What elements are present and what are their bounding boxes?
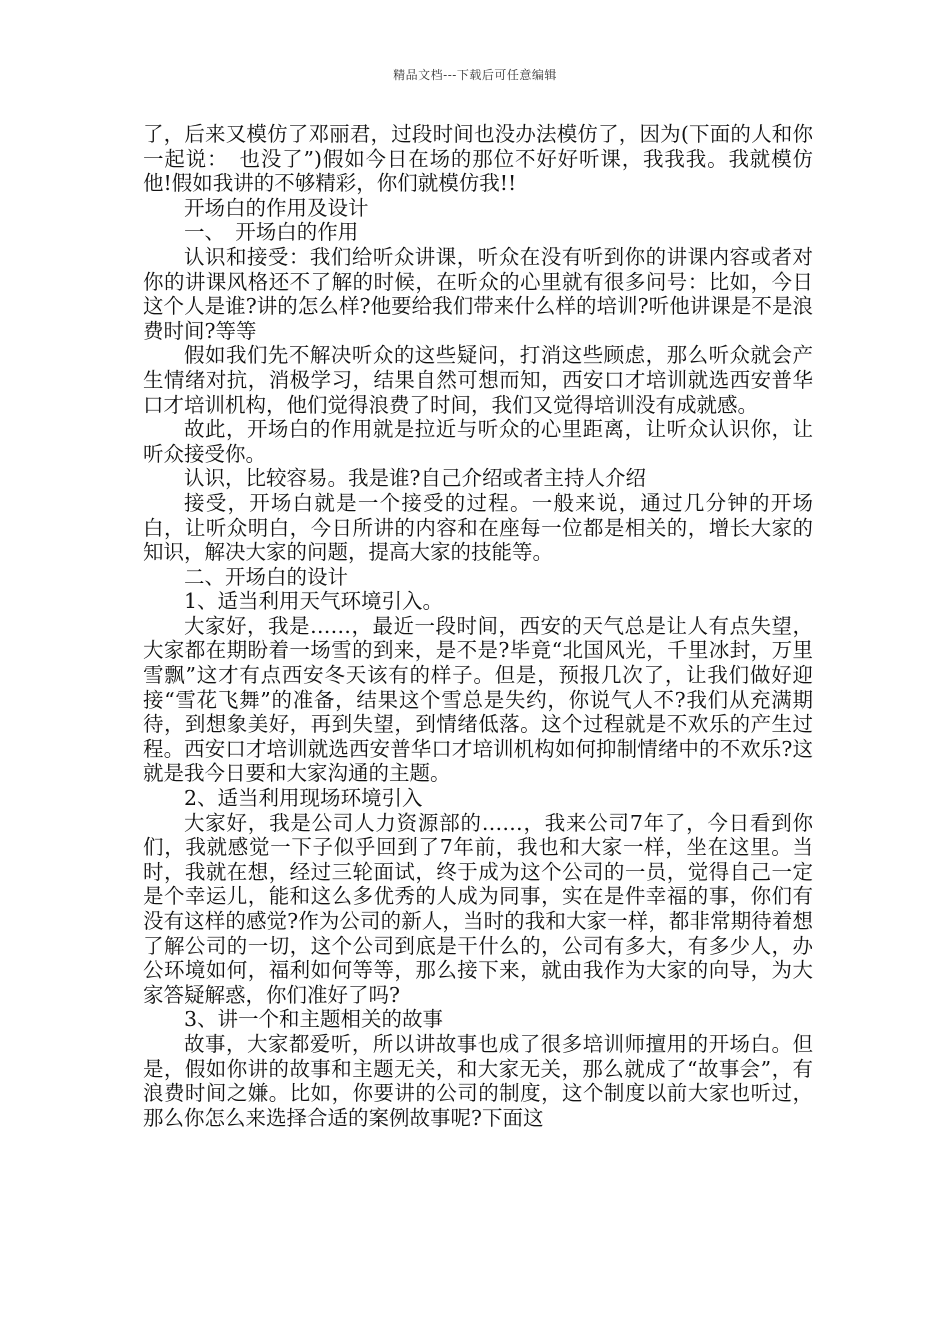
paragraph-weather-example: 大家好，我是……，最近一段时间，西安的天气总是让人有点失望，大家都在期盼着一场雪的到来，是不是?毕竟“北国风光，千里冰封，万里雪飘”这才有点西安冬天该有的样子。但是，预报几次了，让我们做好迎接“雪花飞舞”的准备，结果这个雪总是失约，你说气人不?我们从充满期待，到想象美好，再到失望，到情绪低落。这个过程就是不欢乐的产生过程。西安口才培训就选西安普华口才培训机构如何抑制情绪中的不欢乐?这就是我今日要和大家沟通的主题。	[143, 613, 813, 786]
paragraph-accept: 接受，开场白就是一个接受的过程。一般来说，通过几分钟的开场白，让听众明白，今日所讲的内容和在座每一位都是相关的，增长大家的知识，解决大家的问题，提高大家的技能等。	[143, 490, 813, 565]
paragraph-story-example: 故事，大家都爱听，所以讲故事也成了很多培训师擅用的开场白。但是，假如你讲的故事和主题无关，和大家无关，那么就成了“故事会”，有浪费时间之嫌。比如，你要讲的公司的制度，这个制度以前大家也听过，那么你怎么来选择合适的案例故事呢?下面这	[143, 1031, 813, 1130]
subheading-weather: 1、适当利用天气环境引入。	[184, 589, 444, 614]
subheading-environment: 2、适当利用现场环境引入	[184, 786, 423, 811]
subheading-story: 3、讲一个和主题相关的故事	[184, 1007, 444, 1032]
document-body	[143, 122, 813, 1130]
section-heading-2: 二、开场白的设计	[184, 564, 348, 589]
paragraph-continuation: 了，后来又模仿了邓丽君，过段时间也没办法模仿了，因为(下面的人和你一起说： 也没了”)假如今日在场的那位不好好听课，我我我。我就模仿他!假如我讲的不够精彩，你们就模仿我!!	[143, 122, 813, 196]
page-header: 精品文档---下载后可任意编辑	[393, 68, 557, 82]
paragraph-recognition: 认识和接受：我们给听众讲课，听众在没有听到你的讲课内容或者对你的讲课风格还不了解的时候，在听众的心里就有很多问号：比如，今日这个人是谁?讲的怎么样?他要给我们带来什么样的培训?听他讲课是不是浪费时间?等等	[143, 244, 813, 343]
paragraph-recognize: 认识，比较容易。我是谁?自己介绍或者主持人介绍	[184, 466, 646, 491]
paragraph-environment-example: 大家好，我是公司人力资源部的……，我来公司7年了，今日看到你们，我就感觉一下子似乎回到了7年前，我也和大家一样，坐在这里。当时，我就在想，经过三轮面试，终于成为这个公司的一员，觉得自己一定是个幸运儿，能和这么多优秀的人成为同事，实在是件幸福的事，你们有没有这样的感觉?作为公司的新人，当时的我和大家一样，都非常期待着想了解公司的一切，这个公司到底是干什么的，公司有多大，有多少人，办公环境如何，福利如何等等，那么接下来，就由我作为大家的向导，为大家答疑解惑，你们准好了吗?	[143, 810, 813, 1007]
section-heading-1: 一、 开场白的作用	[184, 220, 359, 245]
paragraph-doubts: 假如我们先不解决听众的这些疑问，打消这些顾虑，那么听众就会产生情绪对抗，消极学习，结果自然可想而知，西安口才培训就选西安普华口才培训机构，他们觉得浪费了时间，我们又觉得培训没有成就感。	[143, 343, 813, 417]
section-title: 开场白的作用及设计	[184, 195, 369, 220]
paragraph-purpose: 故此，开场白的作用就是拉近与听众的心里距离，让听众认识你，让听众接受你。	[143, 417, 813, 466]
